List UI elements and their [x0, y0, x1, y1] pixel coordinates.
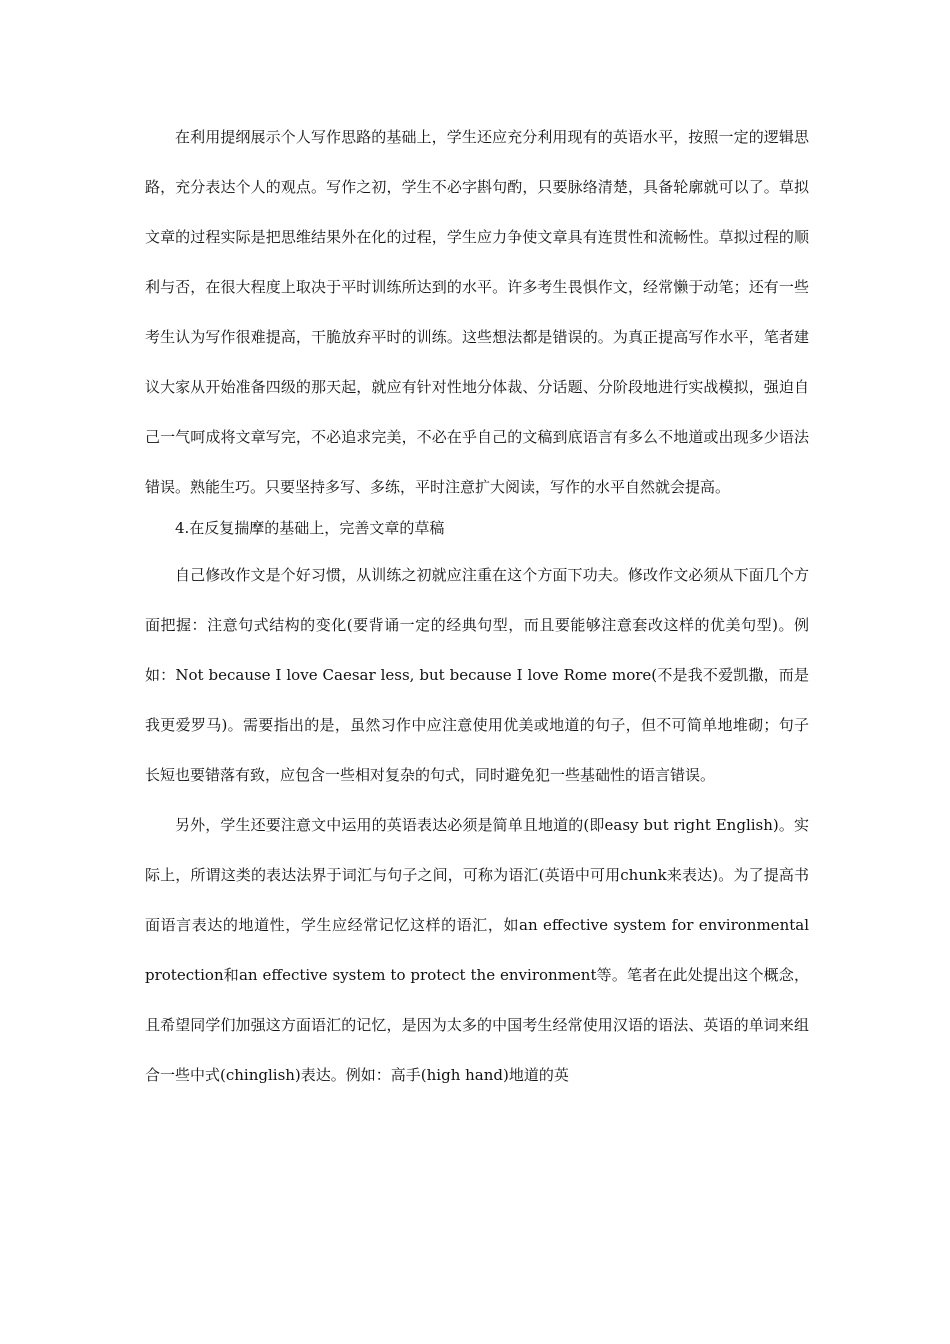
document-body	[145, 112, 809, 1100]
paragraph-expression: 另外，学生还要注意文中运用的英语表达必须是简单且地道的(即easy but right English)。实际上，所谓这类的表达法界于词汇与句子之间，可称为语汇(英语中可用chunk来表达)。为了提高书面语言表达的地道性，学生应经常记忆这样的语汇，如an effective system for environmental protection和an effective system to protect the environment等。笔者在此处提出这个概念，且希望同学们加强这方面语汇的记忆，是因为太多的中国考生经常使用汉语的语法、英语的单词来组合一些中式(chinglish)表达。例如：高手(high hand)地道的英	[145, 816, 809, 1084]
paragraph-revision: 自己修改作文是个好习惯，从训练之初就应注重在这个方面下功夫。修改作文必须从下面几个方面把握：注意句式结构的变化(要背诵一定的经典句型，而且要能够注意套改这样的优美句型)。例如：Not because I love Caesar less, but because I love Rome more(不是我不爱凯撒，而是我更爱罗马)。需要指出的是，虽然习作中应注意使用优美或地道的句子，但不可简单地堆砌；句子长短也要错落有致，应包含一些相对复杂的句式，同时避免犯一些基础性的语言错误。	[145, 566, 809, 784]
section-heading: 4.在反复揣摩的基础上，完善文章的草稿	[175, 519, 445, 537]
paragraph-drafting: 在利用提纲展示个人写作思路的基础上，学生还应充分利用现有的英语水平，按照一定的逻辑思路，充分表达个人的观点。写作之初，学生不必字斟句酌，只要脉络清楚，具备轮廓就可以了。草拟文章的过程实际是把思维结果外在化的过程，学生应力争使文章具有连贯性和流畅性。草拟过程的顺利与否，在很大程度上取决于平时训练所达到的水平。许多考生畏惧作文，经常懒于动笔；还有一些考生认为写作很难提高，干脆放弃平时的训练。这些想法都是错误的。为真正提高写作水平，笔者建议大家从开始准备四级的那天起，就应有针对性地分体裁、分话题、分阶段地进行实战模拟，强迫自己一气呵成将文章写完，不必追求完美，不必在乎自己的文稿到底语言有多么不地道或出现多少语法错误。熟能生巧。只要坚持多写、多练，平时注意扩大阅读，写作的水平自然就会提高。	[145, 128, 809, 496]
